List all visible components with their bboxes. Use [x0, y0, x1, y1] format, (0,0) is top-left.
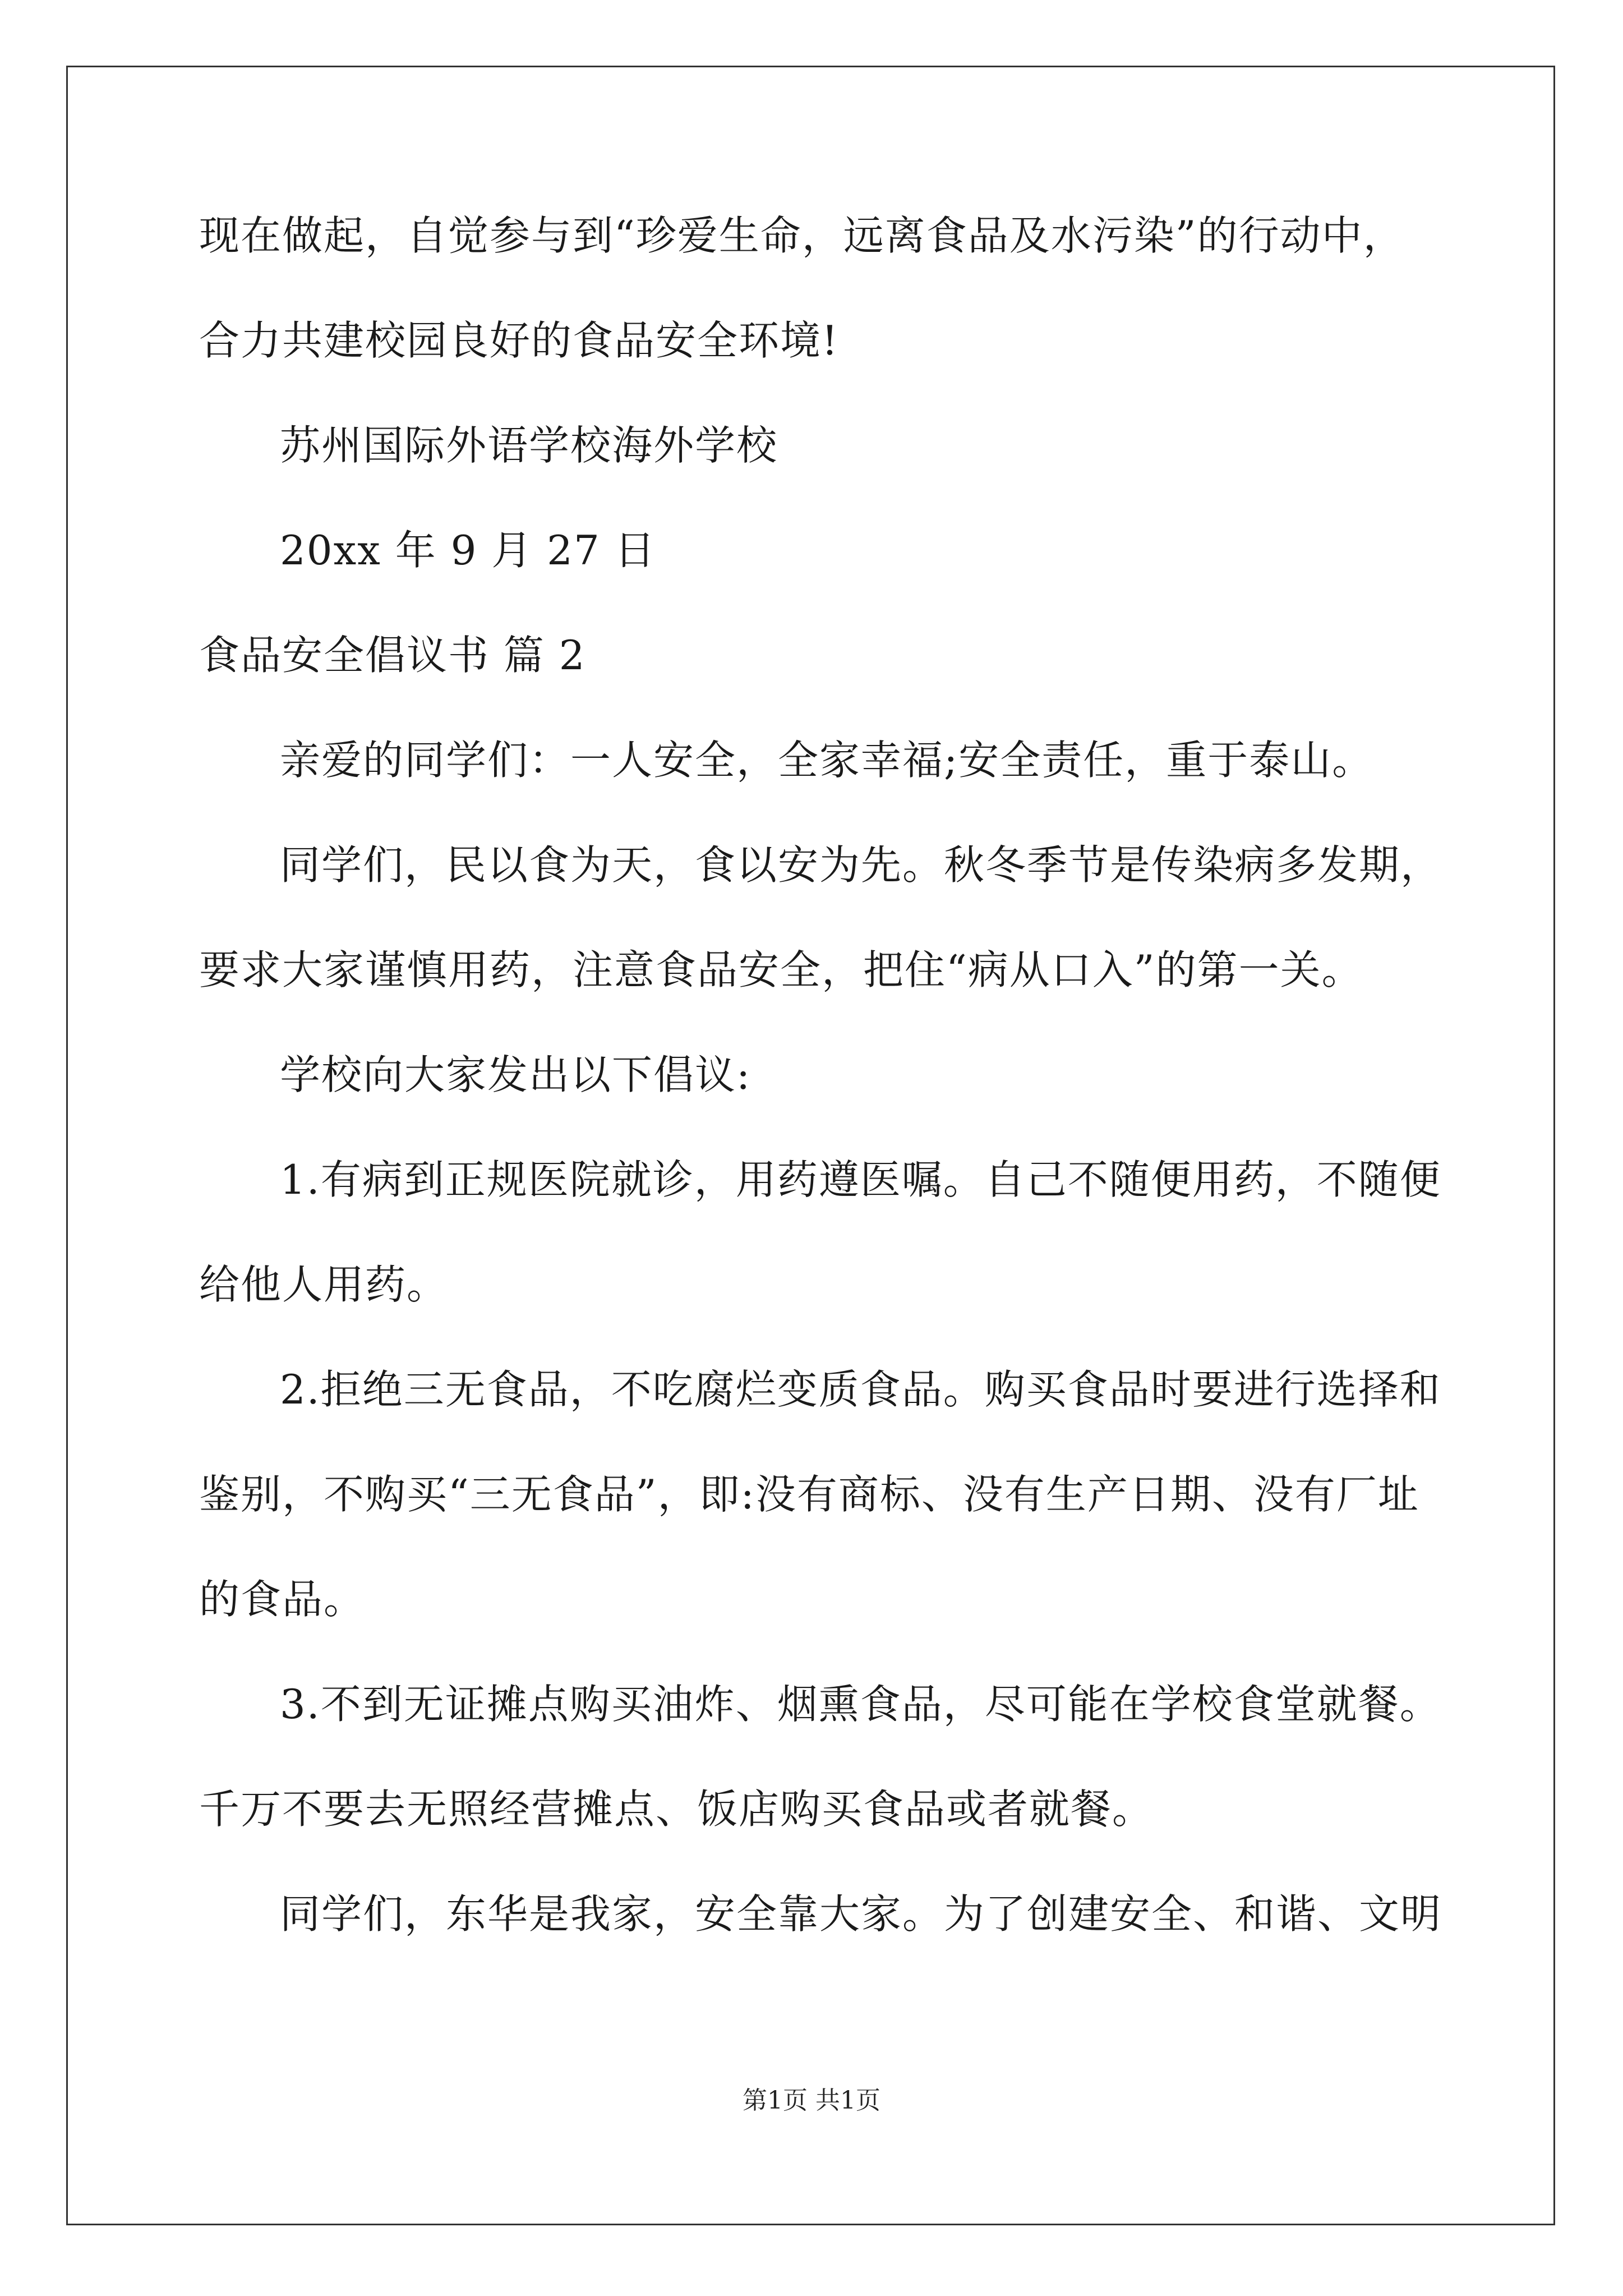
page-number-footer: 第1页 共1页 [743, 2086, 880, 2115]
text-line: 给他人用药。 [199, 1261, 449, 1308]
text-line: 同学们，东华是我家，安全靠大家。为了创建安全、和谐、文明 [280, 1890, 1442, 1938]
text-line: 20xx 年 9 月 27 日 [280, 527, 656, 574]
text-line: 3.不到无证摊点购买油炸、烟熏食品，尽可能在学校食堂就餐。 [280, 1681, 1441, 1728]
text-line: 的食品。 [199, 1576, 366, 1623]
text-line: 亲爱的同学们：一人安全，全家幸福;安全责任，重于泰山。 [280, 737, 1374, 784]
text-line: 合力共建校园良好的食品安全环境! [199, 317, 839, 364]
section-heading: 食品安全倡议书 篇 2 [199, 632, 586, 679]
text-line: 要求大家谨慎用药，注意食品安全，把住“病从口入”的第一关。 [199, 946, 1363, 993]
text-line: 学校向大家发出以下倡议: [280, 1051, 751, 1098]
text-line: 现在做起，自觉参与到“珍爱生命，远离食品及水污染”的行动中， [199, 212, 1405, 259]
text-line: 苏州国际外语学校海外学校 [280, 422, 778, 469]
text-line: 千万不要去无照经营摊点、饭店购买食品或者就餐。 [199, 1786, 1154, 1833]
text-line: 鉴别，不购买“三无食品”，即:没有商标、没有生产日期、没有厂址 [199, 1471, 1419, 1518]
text-line: 同学们，民以食为天，食以安为先。秋冬季节是传染病多发期， [280, 841, 1442, 889]
text-line: 1.有病到正规医院就诊，用药遵医嘱。自己不随便用药，不随便 [280, 1156, 1441, 1203]
text-line: 2.拒绝三无食品，不吃腐烂变质食品。购买食品时要进行选择和 [280, 1366, 1441, 1413]
